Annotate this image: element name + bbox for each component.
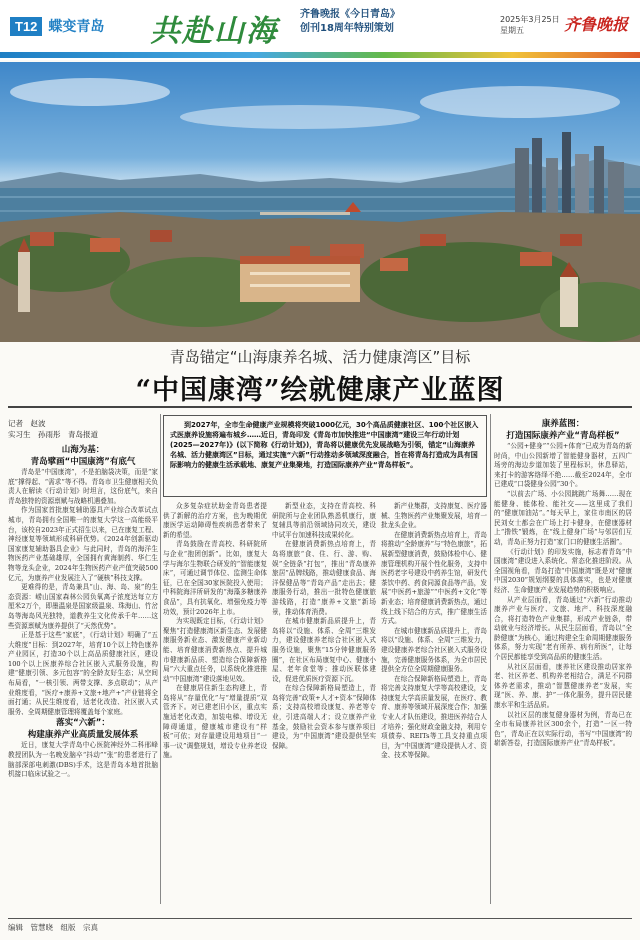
issue-date bbox=[500, 14, 560, 36]
paragraph: 新产业集群，支持康复、医疗器械、生物医药产业集聚发展，培育一批龙头企业。 bbox=[381, 502, 487, 530]
article-kicker: 青岛锚定“山海康养名城、活力健康湾区”目标 bbox=[169, 348, 471, 366]
paragraph: 从社区层面看，康养社区建设推动居家养老、社区养老、机构养老相结合，满足不同群体养老需求，推动“智慧健康养老”发展，实现“医、养、康、护”一体化服务，提升居民健康水平和生活品质。 bbox=[494, 662, 632, 710]
byline-intern: 实习生 孙雨彤 青岛报道 bbox=[8, 430, 98, 439]
paragraph: 以社区层的康复健身器材为例，青岛已在全市布局康养社区300余个，打造“一区一特色”，青岛正在以实际行动，书写“中国康湾”的崭新答卷，打造国际康养产业“青岛样板”。 bbox=[494, 710, 632, 748]
column-4 bbox=[381, 502, 487, 904]
byline bbox=[8, 418, 158, 440]
column-3 bbox=[272, 502, 376, 904]
paragraph: 青岛鼓励在青高校、科研院所与企业“抱团创新”。比如，康复大学与海尔生物联合研发的“智能康复床”，可通过调节体位、监测生命体征，已在全国30家医院投入使用；中科院海洋所研发的“海藻多糖康养食品”，具有抗氧化、增强免疫力等功效，预计2026年上市。 bbox=[163, 540, 267, 616]
paragraph: “以前去广场、小公园跳跳广场舞……现在能健身、能体检、能社交——这里成了我们的“健康加油站”。”每天早上，家住市南区的居民刘女士都会在广场上打卡健身，在健康器材上“撸铁”锻炼，在“线上健身广场”与邻居们互动，青岛正努力打造“家门口的健康生活圈”。 bbox=[494, 489, 632, 546]
subtitle-line-2: 创刊18周年特别策划 bbox=[300, 23, 394, 34]
paragraph: 作为国家首批康复辅助器具产业综合改革试点城市，青岛拥有全国唯一的康复大学这一高能级平台，该校自2023年正式招生以来，已在康复工程、神经康复等领域形成科研优势。《2024年创新驱动国家康复辅助器具企业》与此同时，青岛的海洋生物医药产业基础雄厚，全国拥有黄海制药、华仁生物等龙头企业，2024年生物医药产业产值突破500亿元，为康养产业发展注入了“硬核”科技支撑。 bbox=[8, 506, 158, 582]
headline-rule bbox=[8, 406, 632, 408]
section-name: 蝶变青岛 bbox=[48, 19, 105, 35]
masthead bbox=[0, 0, 640, 60]
article-headline: “中国康湾”绘就健康产业蓝图 bbox=[135, 375, 505, 406]
section-2-title: 落实“六新”： bbox=[56, 718, 110, 729]
paragraph: 更难得的是，青岛兼具“山、海、岛、泉”的生态资源：崂山国家森林公园负氧离子浓度达每立方厘米2万个，即墨温泉是国家级温泉、珠海山、竹岔岛等海岛风光独特，道教养生文化传承千年……这些资源禀赋为康养提供了“天然优势”。 bbox=[8, 583, 158, 630]
paragraph: 在健康消费新热点培育上，青岛将推动“全龄康养”与“特色康旅”，拓展新型健康消费，鼓励体检中心、健康管理机构开展个性化服务，支持中医药老字号建设中药养生馆，研发代茶饮中药、药食同源食品等产品，发展“中医药+旅游”“中医药+文化”等新业态；培育健康消费新热点，通过线上线下结合的方式，推广健康生活方式。 bbox=[381, 530, 487, 626]
page-number: T12 bbox=[10, 17, 42, 36]
paragraph: 在城市健康新品质提升上，青岛将以“设施、体系、全周”三维发力，建设健康养老综合社区嵌入式服务设施，聚焦“15分钟健康服务圈”，在社区布局康复中心、健康小屋、老年食堂等；推动医联体建设，促进优质医疗资源下沉。 bbox=[272, 617, 376, 683]
paragraph: 青岛是“中国康湾”，不是拍脑袋决策，而是“家底”撑得起、“需求”等不得。青岛市卫生健康相关负责人在解读《行动计划》时坦言，这份底气，来自青岛独特的资源禀赋与战略机遇叠加。 bbox=[8, 468, 158, 505]
page-label bbox=[10, 16, 104, 36]
paragraph: 新型业态，支持在青高校、科研院所与企业团队熟悉机康行，康复辅具等前沿领域协同攻关，建设中试平台加速科技成果转化。 bbox=[272, 502, 376, 539]
column-1 bbox=[8, 444, 158, 904]
paragraph: “公园+健身”“公园+体育”已成为青岛的新时尚，中山公园新增了智能健身器材，五四广场旁的海边步道加装了里程标识，休息驿站，来打卡的游客络绎不绝……截至2024年，全市已建成“口袋健身公园”30个。 bbox=[494, 442, 632, 489]
page-footer: 编辑 管慧晓 组版 宗真 bbox=[8, 918, 632, 933]
special-slogan: 共赴山海 bbox=[150, 14, 278, 49]
paragraph: 为实现既定目标，《行动计划》聚焦“打造健康湾区新生态、发展健康服务新业态、激发健康产业新动能、培育健康消费新热点、提升城市健康新品质、塑造综合保障新格局”六大重点任务，以系统化推进推动“中国康湾”建设落地见效。 bbox=[163, 617, 267, 683]
section-2-subtitle: 构建康养产业高质量发展体系 bbox=[27, 730, 139, 741]
paragraph: 近日，康复大学青岛中心医院神经外二科邢峰教授团队为一名晚发脑卒“抖动”“张”的患者进行了脑部深部电刺激(DBS)手术，这是青岛本地首批脑机接口临床试验之一。 bbox=[8, 741, 158, 779]
column-5 bbox=[494, 418, 632, 904]
paragraph: 在城市健康新品质提升上，青岛将以“设施、体系、全周”三维发力，建设健康养老综合社区嵌入式服务设施，完善健康服务体系，为全市居民提供全方位全周期健康服务。 bbox=[381, 626, 487, 674]
column-divider bbox=[160, 414, 161, 904]
special-subtitle bbox=[300, 8, 400, 36]
paragraph: 在健康居住新生态构建上，青岛将从“存量优化”与“增量提质”双管齐下。对已建老旧小区，重点实施适老化改造，加装电梯、增设无障碍通道，健康城市建设有“样板”可依；对存量建设用地项目“一事一议”调整规划，增设专业养老设施。 bbox=[163, 684, 267, 760]
newspaper-logo: 齐鲁晚报 bbox=[564, 15, 629, 34]
paragraph: 在综合保障新格局塑造上，青岛将完善支持康复大学等高校建设，支持康复大学高质量发展，在医疗、教育、康养等领域开展深度合作；加强专业人才队伍建设，推进医养结合人才培养；强化财政金融支持，利用专项债券、REITs等工具支持重点项目，为“中国康湾”建设提供人才、资金、技术等保障。 bbox=[381, 674, 487, 760]
paragraph: 正是基于这些“家底”，《行动计划》明确了“五大维度”目标：到2027年，培育10个以上特色康养产业园区，打造30个以上高品质健康社区，建设100个以上医康养综合社区嵌入式服务设施，构建“健康引领、多元包容”的全龄友好生态；从空间布局看，“一核引领、两带支撑、多点联动”；从产业维度看，“医疗+康养+文旅+地产+”产业链将全面打通；从民生维度看，适老化改造、社区嵌入式服务、全周期健康管理将覆盖每个家庭。 bbox=[8, 631, 158, 716]
paragraph: 在健康消费新热点培育上，青岛将康旅“食、住、行、游、购、娱”全链条“打包”，推出“青岛康养旅居”品牌线路，推动健康食品、海洋保健品等“青岛产品”走出去；健康服务行动，推出一批特色健康旅游线路，打造“康养+文旅”新场景，推动体育消费。 bbox=[272, 540, 376, 616]
paragraph: 在综合保障新格局塑造上，青岛将完善“政策+人才+资本”保障体系；支持高校增设康复、养老等专业，引进高端人才；设立康养产业基金，鼓励社会资本参与康养项目建设，为“中国康湾”建设提供坚实保障。 bbox=[272, 684, 376, 750]
subtitle-line-1: 齐鲁晚报《今日青岛》 bbox=[300, 9, 400, 20]
weekday-text: 星期五 bbox=[500, 26, 524, 35]
paragraph: 《行动计划》的印发实施，标志着青岛“中国康湾”建设进入系统化、常态化推进阶段。从全国视角看，青岛打造“中国康湾”既是对“健康中国2030”规划纲要的具体落实，也是对健康经济、生命健康产业发展趋势的积极响应。 bbox=[494, 547, 632, 594]
column-2 bbox=[163, 502, 267, 904]
section-1-subtitle: 青岛擘画“中国康湾”有底气 bbox=[30, 457, 136, 467]
paragraph: 众多复杂症状助金青岛患者提供了新解的治疗方案，也为晚期优康医学运动障碍性疾病患者带来了新的希望。 bbox=[163, 502, 267, 539]
lead-paragraph-box: 到2027年，全市生命健康产业规模将突破1000亿元，30个高品质健康社区、100个社区嵌入式医康养设施将遍布城乡……近日，青岛印发《青岛市加快推进“中国康湾”建设三年行动计划(2025—2027年)》(以下简称《行动计划》)，青岛将以健康优先发展战略为引领，锚定“山海康养名城、活力健康湾区”目标，通过实施“六新”行动推动多领域深度融合，旨在将青岛打造成为具有国际影响力的健康生活承载地、康复产业集聚地，打造国际康养产业“青岛样板”。 bbox=[163, 415, 487, 497]
column-divider bbox=[490, 414, 491, 904]
byline-reporter: 记者 赵波 bbox=[8, 419, 46, 428]
date-text: 2025年3月25日 bbox=[500, 15, 560, 24]
section-3-title: 康养蓝图： bbox=[541, 419, 585, 429]
section-1-title: 山海为基： bbox=[61, 445, 105, 455]
paragraph: 从产业层面看，青岛通过“六新”行动推动康养产业与医疗、文旅、地产、科技深度融合，将打造特色产业集群，形成产业链条，带动就业与经济增长。从民生层面看，青岛以“全龄健康”为核心，通过构建全生命周期健康服务体系，努力实现“老有所养、病有所医”，让每个居民都能享受到高品质的健康生活。 bbox=[494, 595, 632, 662]
city-panorama-photo bbox=[0, 62, 640, 342]
city-panorama-illustration bbox=[0, 62, 640, 342]
masthead-stripe bbox=[0, 52, 640, 58]
section-3-subtitle: 打造国际康养产业“青岛样板” bbox=[506, 431, 620, 441]
